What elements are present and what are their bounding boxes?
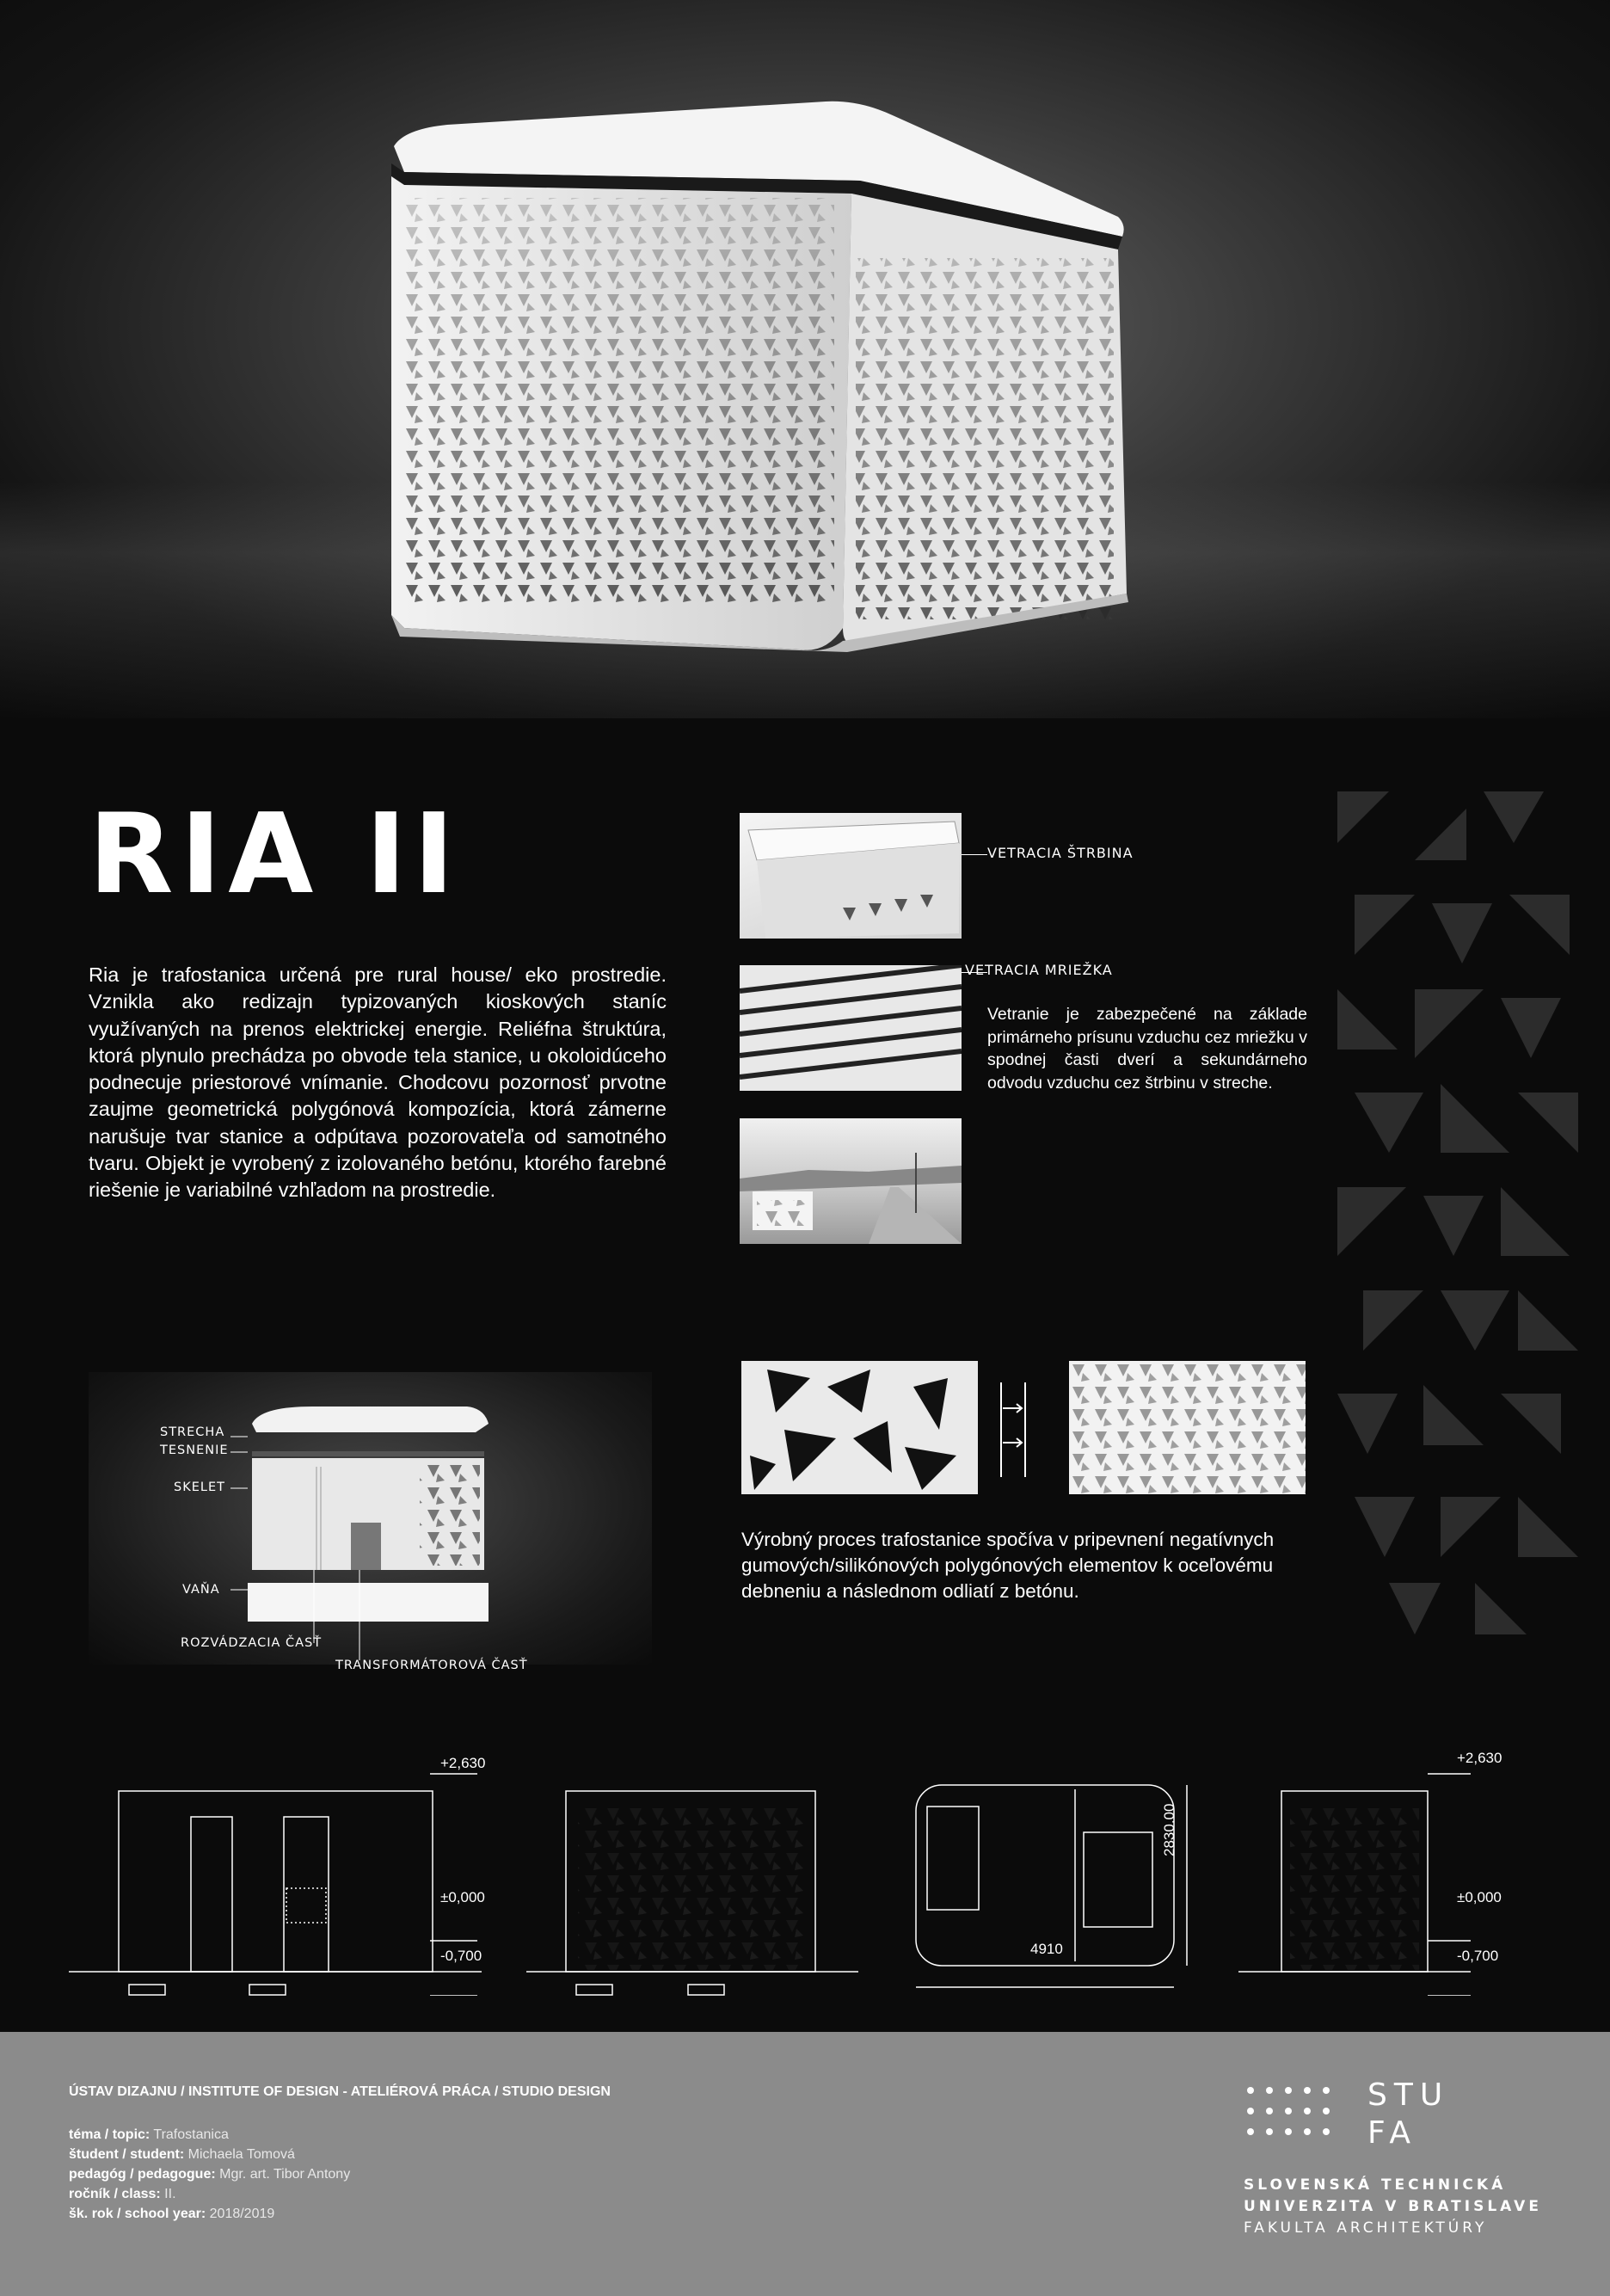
ventilation-text: Vetranie je zabezpečené na základe primárneho prísunu vzduchu cez mriežku v spodnej časti dverí a sekundárneho odvodu vzduchu cez štrbinu v streche. (987, 1005, 1307, 1093)
transformer-station-render (0, 0, 1610, 718)
project-title: RIA II (89, 791, 462, 919)
elevation-top-1: +2,630 (440, 1755, 486, 1771)
decorative-triangles (1337, 791, 1587, 1652)
label-transformer: TRANSFORMÁTOROVÁ ČASŤ (335, 1659, 528, 1672)
class-label: ročník / class: (69, 2187, 161, 2201)
vent-slot-label: VETRACIA ŠTRBINA (987, 845, 1134, 861)
year-value: 2018/2019 (209, 2207, 275, 2221)
stu-dots-logo-icon (1244, 2084, 1355, 2152)
process-arrows (996, 1374, 1030, 1486)
university-line-1: SLOVENSKÁ TECHNICKÁ (1244, 2176, 1507, 2194)
student-label: študent / student: (69, 2147, 185, 2162)
elevation-top-2: +2,630 (1457, 1750, 1502, 1766)
components-illustration (89, 1372, 652, 1665)
label-switchgear: ROZVÁDZACIA ČASŤ (181, 1636, 323, 1650)
cast-concrete-photo (1069, 1361, 1306, 1494)
logo-stu: STU (1367, 2077, 1450, 2113)
elevation-bottom-2: -0,700 (1457, 1948, 1499, 1964)
plan-width: 4910 (1030, 1941, 1063, 1957)
context-illustration (740, 1118, 962, 1244)
technical-drawings (0, 1738, 1610, 1996)
vent-grid-label: VETRACIA MRIEŽKA (965, 962, 1113, 978)
plan-depth: 2830.00 (1161, 1803, 1177, 1856)
teacher-value: Mgr. art. Tibor Antony (219, 2167, 351, 2182)
elevation-zero-2: ±0,000 (1457, 1889, 1502, 1905)
label-seal: TESNENIE (160, 1443, 229, 1457)
class-value: II. (164, 2187, 176, 2201)
credits (69, 2125, 350, 2224)
institute-heading: ÚSTAV DIZAJNU / INSTITUTE OF DESIGN - ATELIÉROVÁ PRÁCA / STUDIO DESIGN (69, 2084, 611, 2099)
project-description: Ria je trafostanica určená pre rural house/ eko prostredie. Vznikla ako redizajn typizovaných kioskových staníc využívaných na prenos elektrickej energie. Reliéfna štruktúra, ktorá plynulo prechádza po obvode tela stanice, u okoloidúceho podnecuje priestorové vnímanie. Chodcovu pozornosť prvotne zaujme geometrická polygónová kompozícia, ktorá zámerne narušuje tvar stanice a odpútava pozorovateľa od samotného tvaru. Objekt je vyrobený z izolovaného betónu, ktorého farebné riešenie je variabilné vzhľadom na prostredie. (89, 963, 667, 1201)
label-roof: STRECHA (160, 1425, 225, 1439)
mold-photo (741, 1361, 978, 1494)
topic-value: Trafostanica (153, 2127, 229, 2142)
logo-fa: FA (1367, 2115, 1418, 2151)
context-photo (740, 1118, 962, 1244)
process-text: Výrobný proces trafostanice spočíva v pripevnení negatívnych gumových/silikónových polygónových elementov k oceľovému debneniu a následnom odliatí z betónu. (741, 1529, 1275, 1602)
cast-illustration (1069, 1361, 1306, 1494)
vent-slot-illustration (740, 813, 962, 939)
leader-line (962, 854, 987, 855)
elevation-zero-1: ±0,000 (440, 1889, 485, 1905)
vent-grid-illustration (740, 965, 962, 1091)
label-tub: VAŇA (182, 1583, 220, 1597)
faculty-line: FAKULTA ARCHITEKTÚRY (1244, 2219, 1488, 2237)
vent-grid-photo (740, 965, 962, 1091)
topic-label: téma / topic: (69, 2127, 151, 2142)
student-value: Michaela Tomová (187, 2147, 295, 2162)
year-label: šk. rok / school year: (69, 2207, 206, 2221)
elevation-bottom-1: -0,700 (440, 1948, 482, 1964)
label-skeleton: SKELET (174, 1480, 225, 1494)
vent-slot-photo (740, 813, 962, 939)
components-render (89, 1372, 652, 1665)
teacher-label: pedagóg / pedagogue: (69, 2167, 216, 2182)
mold-illustration (741, 1361, 978, 1494)
university-line-2: UNIVERZITA V BRATISLAVE (1244, 2198, 1542, 2215)
